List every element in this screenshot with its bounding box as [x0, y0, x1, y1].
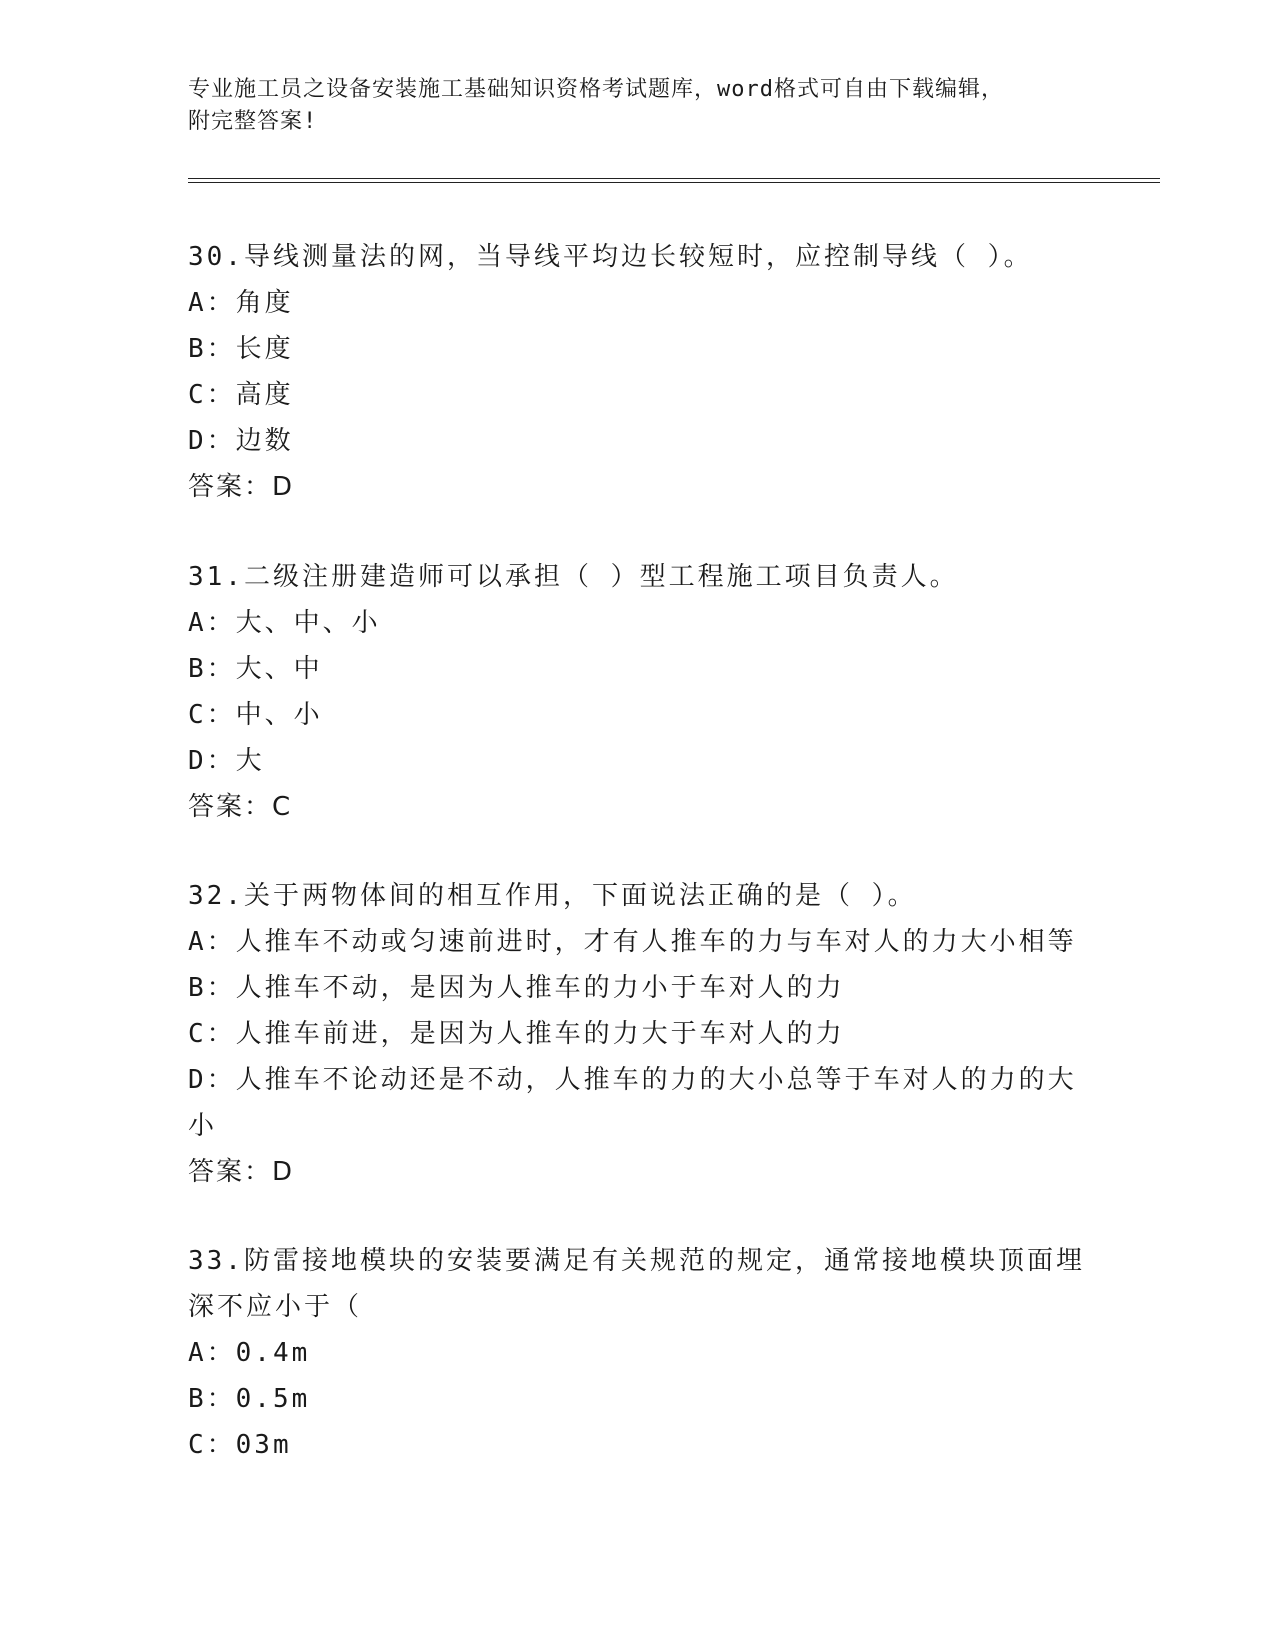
question-stem: 30.导线测量法的网，当导线平均边长较短时，应控制导线（ ）。 [188, 242, 1033, 272]
option-a: A：角度 [188, 288, 294, 318]
header-line-2: 附完整答案! [188, 109, 318, 134]
header-divider-bottom [188, 182, 1160, 183]
option-b: B：0.5m [188, 1384, 311, 1414]
option-b: B：大、中 [188, 654, 323, 684]
header-divider-top [188, 178, 1160, 179]
option-d: D：边数 [188, 426, 294, 456]
question-stem: 33.防雷接地模块的安装要满足有关规范的规定，通常接地模块顶面埋深不应小于（ [188, 1246, 1085, 1322]
question-33 [188, 1238, 1088, 1468]
option-b: B：长度 [188, 334, 294, 364]
option-a: A：大、中、小 [188, 608, 381, 638]
question-30 [188, 234, 1088, 510]
option-c: C：人推车前进，是因为人推车的力大于车对人的力 [188, 1019, 845, 1049]
answer: 答案：C [188, 792, 293, 822]
answer: 答案：D [188, 472, 295, 502]
option-c: C：03m [188, 1430, 292, 1460]
question-stem: 31.二级注册建造师可以承担（ ）型工程施工项目负责人。 [188, 562, 959, 592]
option-d: D：大 [188, 746, 265, 776]
option-a: A：人推车不动或匀速前进时，才有人推车的力与车对人的力大小相等 [188, 927, 1077, 957]
question-31 [188, 554, 1088, 830]
document-header [188, 74, 1088, 138]
question-stem: 32.关于两物体间的相互作用，下面说法正确的是（ ）。 [188, 881, 917, 911]
option-c: C：中、小 [188, 700, 323, 730]
answer: 答案：D [188, 1157, 295, 1187]
question-32 [188, 873, 1088, 1195]
option-b: B：人推车不动，是因为人推车的力小于车对人的力 [188, 973, 845, 1003]
option-d: D：人推车不论动还是不动，人推车的力的大小总等于车对人的力的大小 [188, 1065, 1077, 1141]
option-a: A：0.4m [188, 1338, 311, 1368]
option-c: C：高度 [188, 380, 294, 410]
header-line-1: 专业施工员之设备安装施工基础知识资格考试题库，word格式可自由下载编辑， [188, 77, 1004, 102]
